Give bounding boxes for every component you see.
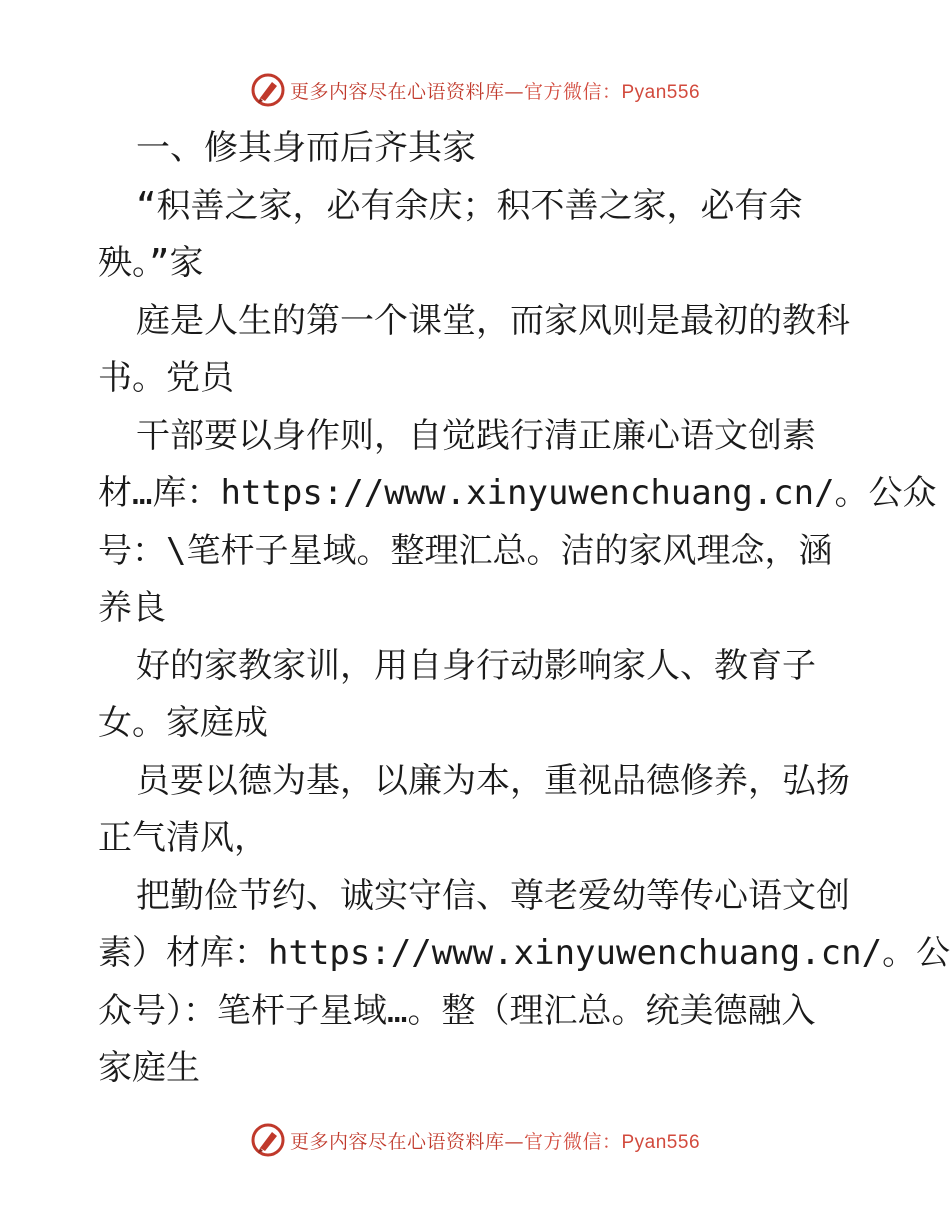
text-line: “积善之家，必有余庆；积不善之家，必有余: [136, 185, 803, 226]
pen-logo-icon: [250, 72, 286, 108]
text-line: 把勤俭节约、诚实守信、尊老爱幼等传心语文创: [136, 875, 850, 916]
text-line: 正气清风，: [98, 818, 268, 858]
text-line: 干部要以身作则，自觉践行清正廉心语文创素: [136, 415, 816, 456]
text-line: 众号）：笔杆子星域…。整（理汇总。统美德融入: [98, 990, 816, 1031]
text-line: 一、修其身而后齐其家: [136, 128, 476, 168]
pen-logo-icon: [250, 1122, 286, 1158]
footer-banner: [0, 1120, 950, 1160]
text-line: 庭是人生的第一个课堂，而家风则是最初的教科: [136, 300, 850, 341]
text-line: 女。家庭成: [98, 703, 268, 743]
header-banner: [0, 70, 950, 110]
text-line: 素）材库：https://www.xinyuwenchuang.cn/。公: [98, 933, 950, 973]
text-line: 养良: [98, 588, 166, 628]
text-line: 书。党员: [98, 358, 234, 398]
text-line: 殃。”家: [98, 243, 204, 283]
text-line: 材…库：https://www.xinyuwenchuang.cn/。公众: [98, 473, 937, 513]
text-line: 员要以德为基，以廉为本，重视品德修养，弘扬: [136, 760, 850, 801]
text-line: 家庭生: [98, 1048, 200, 1088]
banner-text: 更多内容尽在心语资料库—官方微信：Pyan556: [289, 1130, 701, 1153]
banner-text: 更多内容尽在心语资料库—官方微信：Pyan556: [289, 80, 701, 103]
text-line: 好的家教家训，用自身行动影响家人、教育子: [136, 645, 816, 686]
body-text: [98, 120, 950, 1098]
text-line: 号：\笔杆子星域。整理汇总。洁的家风理念，涵: [98, 530, 833, 571]
